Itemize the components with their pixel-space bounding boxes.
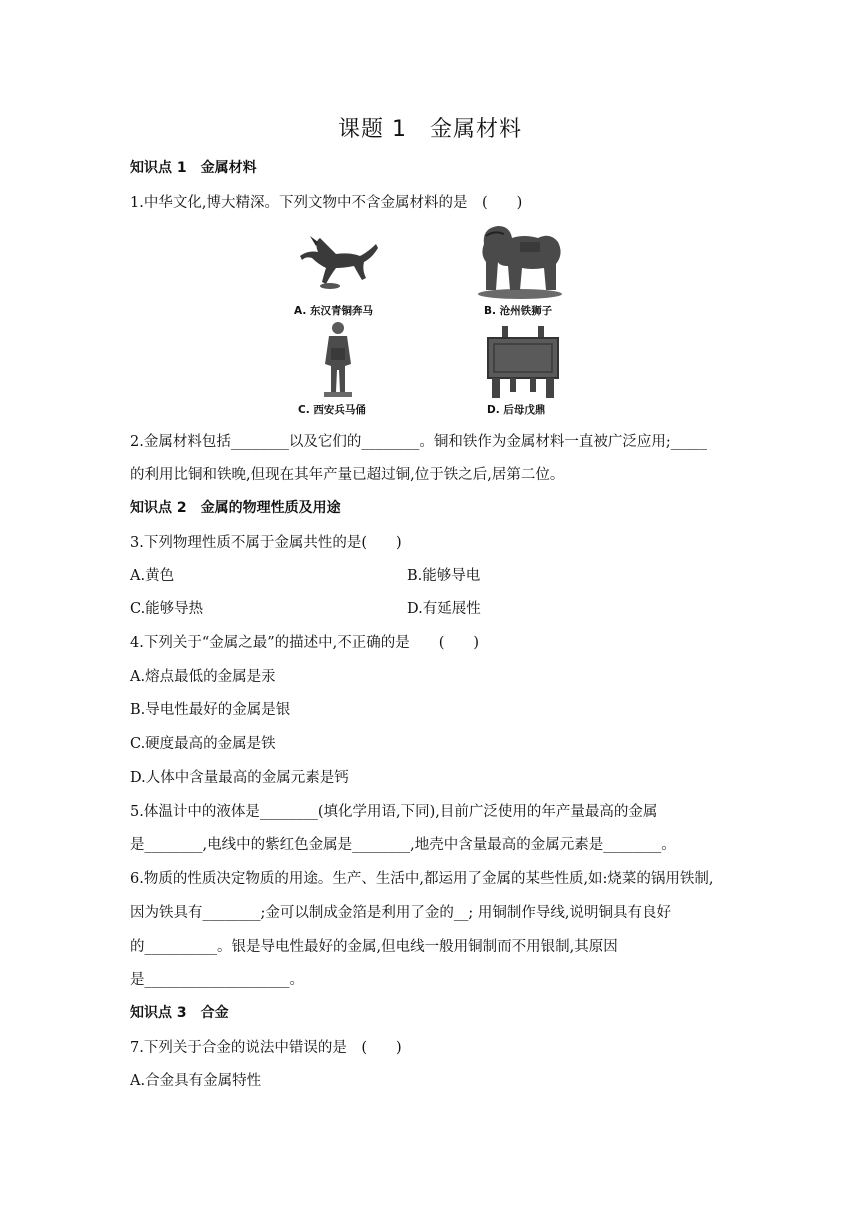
question-5-line-1: 5.体温计中的液体是________(填化学用语,下同),目前广泛使用的年产量最高的金属 — [130, 804, 658, 820]
terracotta-warrior-image — [321, 320, 355, 398]
question-1-stem: 1.中华文化,博大精深。下列文物中不含金属材料的是 ( ) — [130, 195, 523, 211]
question-4-option-a: A.熔点最低的金属是汞 — [130, 669, 276, 685]
question-2-line-2: 的利用比铜和铁晚,但现在其年产量已超过铜,位于铁之后,居第二位。 — [130, 467, 565, 483]
question-4-option-c: C.硬度最高的金属是铁 — [130, 736, 276, 752]
section-heading-2: 知识点 2 金属的物理性质及用途 — [130, 500, 341, 516]
question-3-option-a: A.黄色 — [130, 568, 175, 584]
question-5-line-2: 是________,电线中的紫红色金属是________,地壳中含量最高的金属元素是________。 — [130, 837, 676, 853]
section-heading-1: 知识点 1 金属材料 — [130, 160, 257, 176]
caption-a: A. 东汉青铜奔马 — [294, 305, 373, 317]
question-3-stem: 3.下列物理性质不属于金属共性的是( ) — [130, 535, 402, 551]
question-6-line-3: 的__________。银是导电性最好的金属,但电线一般用铜制而不用银制,其原因 — [130, 939, 618, 955]
question-7-option-a: A.合金具有金属特性 — [130, 1073, 262, 1089]
question-7-stem: 7.下列关于合金的说法中错误的是 ( ) — [130, 1040, 402, 1056]
bronze-horse-image — [296, 230, 382, 300]
caption-c: C. 西安兵马俑 — [298, 404, 366, 416]
page-title: 课题 1 金属材料 — [338, 117, 522, 142]
question-4-option-d: D.人体中含量最高的金属元素是钙 — [130, 770, 349, 786]
question-6-line-4: 是____________________。 — [130, 972, 304, 988]
houmuwu-ding-image — [484, 326, 562, 398]
caption-b: B. 沧州铁狮子 — [484, 305, 553, 317]
question-4-option-b: B.导电性最好的金属是银 — [130, 702, 291, 718]
section-heading-3: 知识点 3 合金 — [130, 1005, 229, 1021]
caption-d: D. 后母戊鼎 — [487, 404, 546, 416]
iron-lion-image — [476, 222, 566, 300]
question-6-line-2: 因为铁具有________;金可以制成金箔是利用了金的__; 用铜制作导线,说明铜具有良好 — [130, 905, 671, 921]
question-2-line-1: 2.金属材料包括________以及它们的________。铜和铁作为金属材料一直被广泛应用;_____ — [130, 434, 707, 450]
question-3-option-b: B.能够导电 — [407, 568, 481, 584]
question-3-option-d: D.有延展性 — [407, 601, 481, 617]
question-3-option-c: C.能够导热 — [130, 601, 204, 617]
question-4-stem: 4.下列关于“金属之最”的描述中,不正确的是 ( ) — [130, 635, 480, 651]
question-6-line-1: 6.物质的性质决定物质的用途。生产、生活中,都运用了金属的某些性质,如:烧菜的锅用铁制, — [130, 871, 714, 887]
